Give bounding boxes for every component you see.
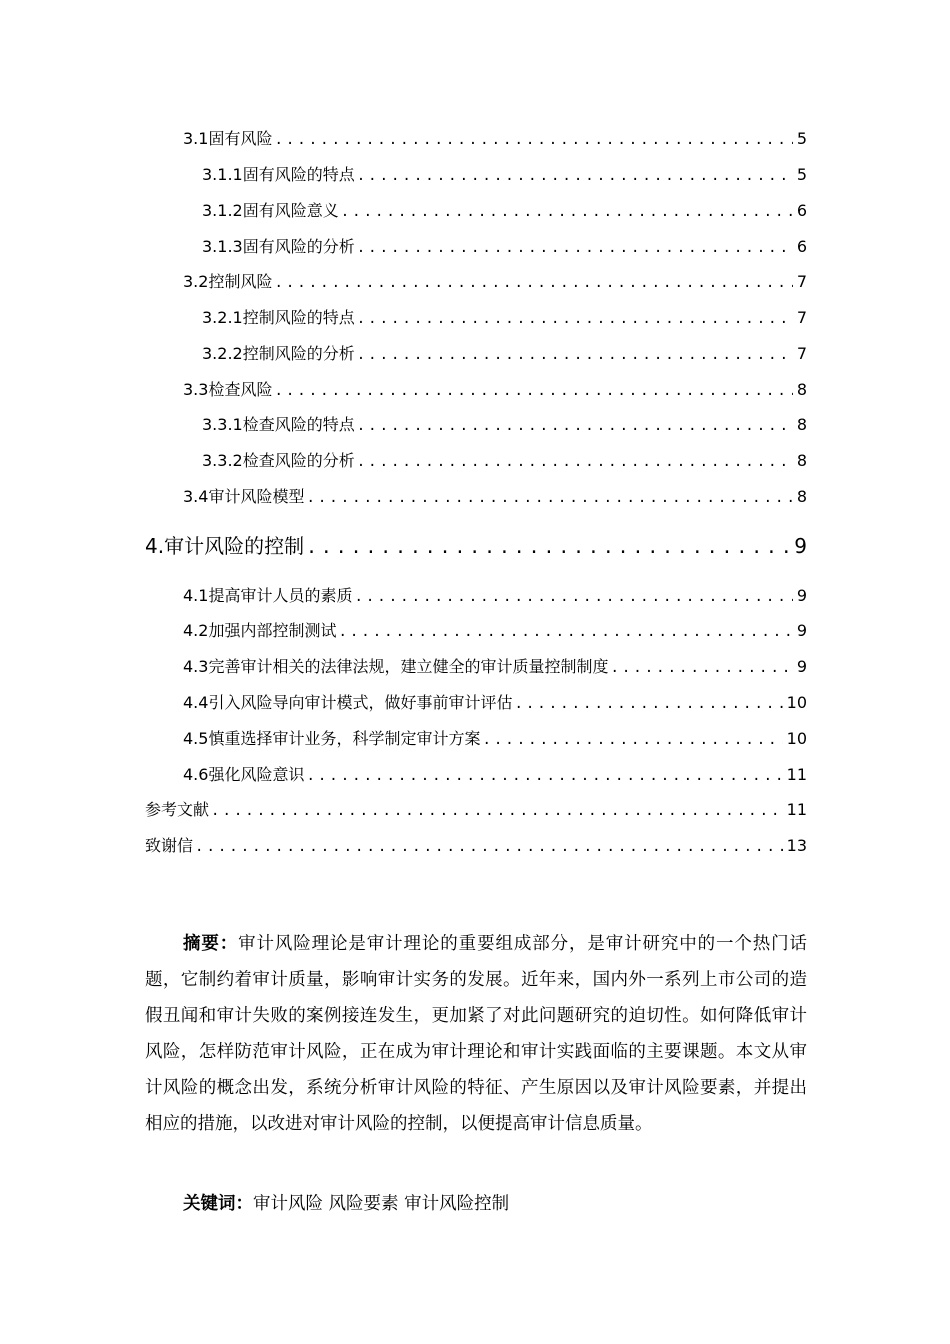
toc-entry-page: 10 bbox=[786, 729, 807, 748]
toc-entry[interactable] bbox=[145, 836, 807, 857]
toc-leader-dots bbox=[306, 488, 792, 508]
toc-entry[interactable] bbox=[183, 693, 807, 714]
toc-entry-page: 11 bbox=[786, 800, 807, 819]
abstract-section bbox=[145, 926, 807, 1142]
toc-entry[interactable] bbox=[183, 380, 807, 401]
abstract-label: 摘要： bbox=[183, 934, 239, 954]
toc-entry-page: 9 bbox=[796, 621, 807, 640]
toc-leader-dots bbox=[274, 130, 792, 150]
toc-entry-page: 5 bbox=[796, 165, 807, 184]
toc-entry-page: 8 bbox=[796, 487, 807, 506]
toc-entry[interactable] bbox=[183, 729, 807, 750]
toc-entry-title: 3.2.2控制风险的分析 bbox=[202, 344, 355, 363]
toc-leader-dots bbox=[341, 202, 793, 222]
toc-entry-page: 5 bbox=[796, 129, 807, 148]
toc-entry[interactable] bbox=[183, 487, 807, 508]
toc-leader-dots bbox=[357, 452, 793, 472]
toc-entry-title: 4.2加强内部控制测试 bbox=[183, 621, 337, 640]
toc-entry-page: 8 bbox=[796, 451, 807, 470]
toc-entry-page: 9 bbox=[794, 534, 807, 558]
toc-leader-dots bbox=[306, 766, 782, 786]
toc-entry-page: 7 bbox=[796, 272, 807, 291]
toc-chapter-entry[interactable] bbox=[145, 533, 807, 561]
toc-entry-page: 7 bbox=[796, 308, 807, 327]
toc-leader-dots bbox=[211, 801, 783, 821]
toc-entry[interactable] bbox=[202, 165, 807, 186]
toc-entry-title: 4.审计风险的控制 bbox=[145, 534, 305, 558]
toc-entry-page: 8 bbox=[796, 380, 807, 399]
toc-entry-title: 4.5慎重选择审计业务，科学制定审计方案 bbox=[183, 729, 481, 748]
toc-entry-page: 10 bbox=[786, 693, 807, 712]
toc-entry-page: 13 bbox=[786, 836, 807, 855]
toc-entry-title: 参考文献 bbox=[145, 800, 210, 819]
toc-leader-dots bbox=[357, 238, 793, 258]
toc-entry[interactable] bbox=[183, 621, 807, 642]
toc-leader-dots bbox=[357, 416, 793, 436]
abstract-text: 审计风险理论是审计理论的重要组成部分，是审计研究中的一个热门话题，它制约着审计质量，影响审计实务的发展。近年来，国内外一系列上市公司的造假丑闻和审计失败的案例接连发生，更加紧了对此问题研究的迫切性。如何降低审计风险，怎样防范审计风险，正在成为审计理论和审计实践面临的主要课题。本文从审计风险的概念出发，系统分析审计风险的特征、产生原因以及审计风险要素，并提出相应的措施，以改进对审计风险的控制，以便提高审计信息质量。 bbox=[145, 934, 808, 1134]
toc-entry[interactable] bbox=[202, 201, 807, 222]
toc-entry-page: 7 bbox=[796, 344, 807, 363]
toc-entry[interactable] bbox=[202, 237, 807, 258]
toc-leader-dots bbox=[274, 273, 792, 293]
toc-entry-title: 3.3.1检查风险的特点 bbox=[202, 415, 355, 434]
toc-entry-title: 3.1.2固有风险意义 bbox=[202, 201, 339, 220]
keywords-text: 审计风险 风险要素 审计风险控制 bbox=[253, 1194, 510, 1214]
toc-entry-title: 4.3完善审计相关的法律法规，建立健全的审计质量控制制度 bbox=[183, 657, 609, 676]
toc-entry[interactable] bbox=[183, 765, 807, 786]
toc-entry-title: 4.4引入风险导向审计模式，做好事前审计评估 bbox=[183, 693, 513, 712]
toc-entry[interactable] bbox=[202, 308, 807, 329]
toc-leader-dots bbox=[195, 837, 783, 857]
toc-entry[interactable] bbox=[183, 586, 807, 607]
toc-leader-dots bbox=[482, 730, 782, 750]
toc-leader-dots bbox=[610, 658, 792, 678]
keywords-line bbox=[183, 1186, 509, 1222]
toc-entry-page: 6 bbox=[796, 201, 807, 220]
toc-leader-dots bbox=[514, 694, 782, 714]
toc-entry[interactable] bbox=[183, 272, 807, 293]
toc-entry-title: 4.6强化风险意识 bbox=[183, 765, 305, 784]
toc-leader-dots bbox=[274, 381, 792, 401]
toc-entry-title: 致谢信 bbox=[145, 836, 194, 855]
toc-leader-dots bbox=[338, 622, 792, 642]
toc-entry-page: 11 bbox=[786, 765, 807, 784]
toc-leader-dots bbox=[354, 587, 792, 607]
toc-entry[interactable] bbox=[145, 800, 807, 821]
toc-entry-title: 3.3检查风险 bbox=[183, 380, 273, 399]
toc-entry[interactable] bbox=[202, 451, 807, 472]
toc-entry-title: 3.1.3固有风险的分析 bbox=[202, 237, 355, 256]
toc-entry-title: 3.2.1控制风险的特点 bbox=[202, 308, 355, 327]
toc-entry-title: 3.1固有风险 bbox=[183, 129, 273, 148]
toc-entry-page: 9 bbox=[796, 657, 807, 676]
toc-entry-title: 3.2控制风险 bbox=[183, 272, 273, 291]
toc-entry[interactable] bbox=[202, 344, 807, 365]
toc-entry-title: 3.1.1固有风险的特点 bbox=[202, 165, 355, 184]
toc-entry-page: 9 bbox=[796, 586, 807, 605]
toc-entry-title: 3.4审计风险模型 bbox=[183, 487, 305, 506]
toc-entry-title: 3.3.2检查风险的分析 bbox=[202, 451, 355, 470]
toc-entry[interactable] bbox=[202, 415, 807, 436]
toc-leader-dots bbox=[357, 166, 793, 186]
abstract-paragraph bbox=[145, 926, 807, 1142]
toc-entry-title: 4.1提高审计人员的素质 bbox=[183, 586, 353, 605]
toc-entry-page: 8 bbox=[796, 415, 807, 434]
keywords-label: 关键词： bbox=[183, 1194, 253, 1214]
toc-entry[interactable] bbox=[183, 657, 807, 678]
toc-leader-dots bbox=[357, 309, 793, 329]
toc-entry-page: 6 bbox=[796, 237, 807, 256]
toc-leader-dots bbox=[306, 535, 790, 561]
toc-entry[interactable] bbox=[183, 129, 807, 150]
toc-leader-dots bbox=[357, 345, 793, 365]
